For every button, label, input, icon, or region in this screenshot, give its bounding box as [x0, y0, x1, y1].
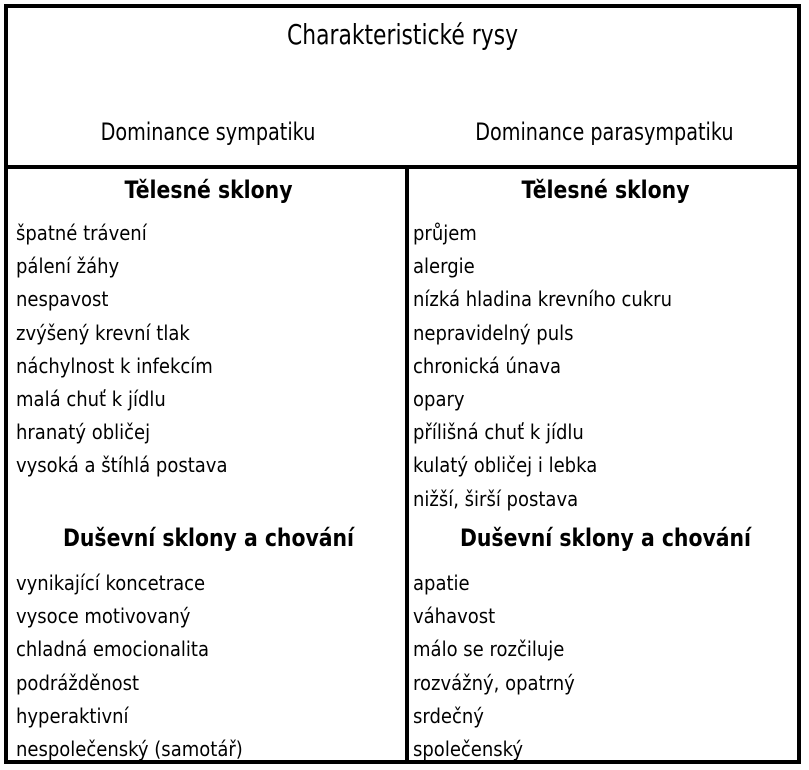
- list-item: chladná emocionalita: [16, 637, 209, 662]
- physical-list: [16, 217, 401, 483]
- list-item: apatie: [413, 571, 470, 595]
- list-item: špatné trávení: [16, 221, 147, 245]
- vertical-divider: [405, 165, 409, 760]
- list-item: málo se rozčiluje: [413, 637, 565, 662]
- section-heading-mental: Duševní sklony a chování: [62, 524, 355, 552]
- list-item: vynikající koncetrace: [16, 571, 206, 595]
- table-frame: [4, 4, 801, 764]
- page-title: Charakteristické rysy: [286, 18, 519, 51]
- list-item: malá chuť k jídlu: [16, 386, 166, 411]
- list-item: průjem: [413, 221, 477, 245]
- list-item: opary: [413, 386, 465, 411]
- list-item: alergie: [413, 254, 475, 279]
- mental-list: [16, 567, 401, 766]
- list-item: společenský: [413, 736, 524, 761]
- list-item: podrážděnost: [16, 670, 140, 695]
- physical-list: [413, 217, 798, 516]
- column-sympathetic: [16, 169, 401, 761]
- list-item: nespolečenský (samotář): [16, 736, 243, 761]
- list-item: nižší, širší postava: [413, 486, 579, 511]
- list-item: vysoce motivovaný: [16, 604, 191, 629]
- list-item: kulatý obličej i lebka: [413, 453, 598, 478]
- list-item: náchylnost k infekcím: [16, 353, 213, 378]
- list-item: nízká hladina krevního cukru: [413, 287, 672, 312]
- list-item: vysoká a štíhlá postava: [16, 453, 228, 478]
- mental-list: [413, 567, 798, 766]
- list-item: nespavost: [16, 287, 109, 312]
- section-heading-physical: Tělesné sklony: [124, 176, 293, 204]
- column-heading-sympathetic: Dominance sympatiku: [100, 118, 316, 146]
- list-item: přílišná chuť k jídlu: [413, 420, 584, 445]
- list-item: srdečný: [413, 703, 484, 728]
- list-item: váhavost: [413, 604, 496, 629]
- list-item: zvýšený krevní tlak: [16, 320, 190, 345]
- column-parasympathetic: [413, 169, 798, 761]
- column-heading-parasympathetic: Dominance parasympatiku: [475, 118, 734, 146]
- list-item: chronická únava: [413, 353, 562, 378]
- list-item: rozvážný, opatrný: [413, 670, 575, 695]
- list-item: nepravidelný puls: [413, 320, 574, 345]
- list-item: pálení žáhy: [16, 254, 120, 279]
- list-item: hyperaktivní: [16, 703, 129, 728]
- section-heading-mental: Duševní sklony a chování: [459, 524, 752, 552]
- list-item: hranatý obličej: [16, 420, 151, 445]
- section-heading-physical: Tělesné sklony: [521, 176, 690, 204]
